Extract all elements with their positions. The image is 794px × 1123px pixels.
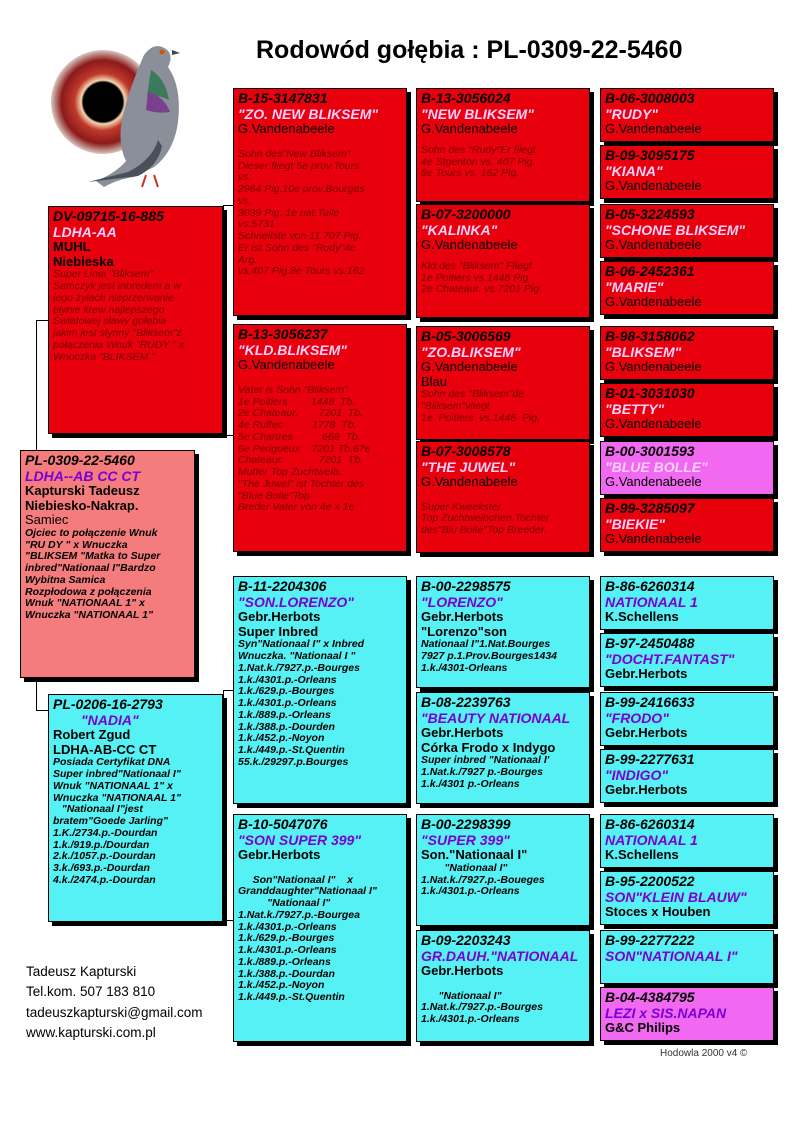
breeder: Kapturski Tadeusz bbox=[25, 483, 140, 499]
bird-name: "DOCHT.FANTAST" bbox=[605, 650, 735, 667]
bird-name: "INDIGO" bbox=[605, 766, 669, 783]
breeder: Gebr.Herbots bbox=[238, 609, 321, 625]
bird-name: "SON.LORENZO" bbox=[238, 593, 354, 610]
connector-line bbox=[36, 320, 48, 321]
g1-card[interactable] bbox=[600, 88, 774, 142]
bird-note: Ojciec to połączenie Wnuk "RU DY " x Wnuczka "BLIKSEM "Matka to Super inbred"Nationaal I"Bardzo Wybitna Samica Rozpłodowa z połączenia Wnuk "NATIONAAL 1" x Wnuczka "NATIONAAL 1" bbox=[25, 526, 161, 622]
g3-card[interactable] bbox=[600, 204, 774, 258]
bird-name: "KLD.BLIKSEM" bbox=[238, 341, 347, 358]
ring-number: B-99-2277631 bbox=[605, 751, 695, 767]
ring-number: B-04-4384795 bbox=[605, 989, 695, 1005]
bird-name: "BEAUTY NATIONAAL bbox=[421, 709, 571, 726]
pigeon-logo bbox=[48, 30, 198, 190]
bird-name: GR.DAUH."NATIONAAL bbox=[421, 947, 579, 964]
mfm-card[interactable] bbox=[416, 692, 590, 804]
ring-number: B-98-3158062 bbox=[605, 328, 695, 344]
breeder: Gebr.Herbots bbox=[605, 782, 688, 798]
ring-number: B-13-3056024 bbox=[421, 90, 511, 106]
bird-name: "NADIA" bbox=[81, 711, 139, 728]
ring-number: B-99-3285097 bbox=[605, 500, 695, 516]
breeder: G.Vandenabeele bbox=[238, 357, 335, 373]
bird-name: "ZO.BLIKSEM" bbox=[421, 343, 521, 360]
breeder: G.Vandenabeele bbox=[605, 416, 702, 432]
ring-number: B-09-3095175 bbox=[605, 147, 695, 163]
contact-email[interactable]: tadeuszkapturski@gmail.com bbox=[26, 1004, 203, 1020]
breeder: G.Vandenabeele bbox=[605, 294, 702, 310]
ring-number: B-05-3006569 bbox=[421, 328, 511, 344]
bird-note: Nationaal I"1.Nat.Bourges 7927 p.1.Prov.Bourges1434 1.k./4301-Orleans bbox=[421, 638, 557, 674]
breeder: G.Vandenabeele bbox=[238, 121, 335, 137]
bird-note: "Nationaal I" 1.Nat.k./7927.p.-Bourges 1.k./4301.p.-Orleans bbox=[421, 989, 543, 1026]
breeder: G.Vandenabeele bbox=[421, 121, 518, 137]
g8-card[interactable] bbox=[600, 498, 774, 552]
ring-number: B-00-2298575 bbox=[421, 578, 511, 594]
breeder: G.Vandenabeele bbox=[605, 359, 702, 375]
main-bird-card[interactable] bbox=[20, 450, 195, 678]
ring-number: B-10-5047076 bbox=[238, 816, 328, 832]
connector-line bbox=[223, 690, 233, 691]
breeder: Gebr.Herbots bbox=[421, 609, 504, 625]
bird-name: NATIONAAL 1 bbox=[605, 593, 698, 610]
mff-card[interactable] bbox=[416, 576, 590, 688]
bird-name: "FRODO" bbox=[605, 709, 669, 726]
bird-name: "BETTY" bbox=[605, 400, 665, 417]
fm-card[interactable] bbox=[233, 324, 407, 552]
bird-name: "THE JUWEL" bbox=[421, 458, 516, 475]
bird-name: LEZI x SIS.NAPAN bbox=[605, 1004, 727, 1021]
ring-number: B-01-3031030 bbox=[605, 385, 695, 401]
bird-color: Niebiesko-Nakrap. bbox=[25, 497, 139, 513]
bird-name: "KIANA" bbox=[605, 162, 663, 179]
bird-note: Son"Nationaal I" x Granddaughter"Nationaal I" "Nationaal I" 1.Nat.k./7927.p.-Bourgea 1.k./4301.p.-Orleans 1.k./629.p.-Bourges 1.k./4301.p.-Orleans 1.k./889.p.-Orleans 1.k./388.p.-Dourdan 1.k./452.p.-Noyon 1.k./449.p.-St.Quentin bbox=[238, 873, 377, 1004]
bird-name: "RUDY" bbox=[605, 105, 658, 122]
breeder: G.Vandenabeele bbox=[421, 359, 518, 375]
ring-number: B-06-2452361 bbox=[605, 263, 695, 279]
bird-note: Super inbred "Nationaal I' 1.Nat.k./7927 p.-Bourges 1.k./4301 p.-Orleans bbox=[421, 754, 550, 790]
bird-color: LDHA-AB-CC CT bbox=[53, 741, 157, 757]
breeder: Gebr.Herbots bbox=[238, 847, 321, 863]
ring-number: B-95-2200522 bbox=[605, 873, 695, 889]
breeder: G.Vandenabeele bbox=[605, 121, 702, 137]
bird-note: Super Linia "Bliksem" Samczyk jest inbredem a w jego żyłach nieprzerwanie płynie krew najlepszego Światowej sławy gołębia jakim jest słynny "Bliksem"z połączenia Wnuk "RUDY " x Wnuczka "BLIKSEM " bbox=[53, 268, 184, 363]
bird-note: Vater is Sohn "Bliksem" 1e Poitiers 1448 Tb. 2e Chateaur. 7201 Tb. 4e Ruffec 1778 Tb. 5e Chartres 668 Tb. 5e Perigueux 7201 Tb.67e Chateaur. 7201 Tb. Mutter Top Zuchtweib. "The Juwel" ist Tochter des "Blue Bolle"Top Breder Vater von 4e x 1e bbox=[238, 383, 371, 514]
bird-name: "BLUE BOLLE" bbox=[605, 458, 708, 475]
breeder: G.Vandenabeele bbox=[421, 237, 518, 253]
breeder: G.Vandenabeele bbox=[605, 474, 702, 490]
g15-card[interactable] bbox=[600, 930, 774, 984]
bird-sex: Samiec bbox=[25, 512, 69, 528]
breeder: G.Vandenabeele bbox=[605, 531, 702, 547]
ring-number: B-09-2203243 bbox=[421, 932, 511, 948]
breeder: G.Vandenabeele bbox=[605, 178, 702, 194]
contact-name: Tadeusz Kapturski bbox=[26, 964, 137, 979]
g6-card[interactable] bbox=[600, 383, 774, 437]
fff-card[interactable] bbox=[416, 88, 590, 202]
breeder: MUHL bbox=[53, 239, 91, 255]
bird-note: "Nationaal I" 1.Nat.k./7927.p.-Boueges 1.k./4301.p.-Orleans bbox=[421, 861, 545, 898]
bird-name: "KALINKA" bbox=[421, 221, 498, 238]
bird-note: Sohn des "Rudy"Er fliegt 4e Stgenton vs. 407 Pig. 8e Tours vs. 162 Pig. bbox=[421, 143, 536, 180]
bird-name: "BIEKIE" bbox=[605, 515, 665, 532]
bird-name: LDHA--AB CC CT bbox=[25, 467, 141, 484]
breeder: Gebr.Herbots bbox=[605, 725, 688, 741]
breeder: Stoces x Houben bbox=[605, 904, 711, 920]
bird-name: "ZO. NEW BLIKSEM" bbox=[238, 105, 379, 122]
g16-card[interactable] bbox=[600, 987, 774, 1041]
bird-name: SON"NATIONAAL I" bbox=[605, 947, 738, 964]
ff-card[interactable] bbox=[233, 88, 407, 316]
ring-number: PL-0309-22-5460 bbox=[25, 452, 135, 468]
connector-line bbox=[223, 205, 233, 206]
ring-number: DV-09715-16-885 bbox=[53, 208, 164, 224]
bird-note: Super Kweekster Top Zuchtweibchen.Tochter des"Blu Bolle"Top Breeder. bbox=[421, 500, 550, 537]
footer-text: Hodowla 2000 v4 © bbox=[660, 1048, 748, 1059]
mf-card[interactable] bbox=[233, 576, 407, 804]
g11-card[interactable] bbox=[600, 692, 774, 746]
bird-note: Kld.des "Bliksem" Fliegt 1e Poitiers vs.1448 Pig 2e Chateaur. vs.7201 Pig. bbox=[421, 259, 543, 296]
breeder: Gebr.Herbots bbox=[421, 725, 504, 741]
g7-card[interactable] bbox=[600, 441, 774, 495]
bird-extra: Córka Frodo x Indygo bbox=[421, 739, 556, 755]
mother-card[interactable] bbox=[48, 694, 223, 922]
bird-note: Posiada Certyfikat DNA Super inbred"Nationaal I" Wnuk "NATIONAAL 1" x Wnuczka "NATIONAAL 1" "Nationaal I"jest bratem"Goede Jarling" 1.K./2734.p.-Dourdan 1.k./919.p./Dourdan 2.k./1057.p.-Dourdan 3.k./693.p.-Dourdan 4.k./2474.p.-Dourdan bbox=[53, 756, 181, 886]
breeder: K.Schellens bbox=[605, 609, 679, 625]
bird-name: NATIONAAL 1 bbox=[605, 831, 698, 848]
ring-number: B-07-3008578 bbox=[421, 443, 511, 459]
connector-line bbox=[223, 690, 224, 920]
ring-number: B-00-3001593 bbox=[605, 443, 695, 459]
breeder: Gebr.Herbots bbox=[605, 666, 688, 682]
connector-line bbox=[223, 205, 224, 435]
page-title: Rodowód gołębia : PL-0309-22-5460 bbox=[256, 36, 683, 64]
fmf-card[interactable] bbox=[416, 326, 590, 440]
bird-color: Niebieska bbox=[53, 253, 114, 269]
breeder: Robert Zgud bbox=[53, 727, 131, 743]
g9-card[interactable] bbox=[600, 576, 774, 630]
contact-website[interactable]: www.kapturski.com.pl bbox=[26, 1024, 156, 1040]
g5-card[interactable] bbox=[600, 326, 774, 380]
bird-name: "MARIE" bbox=[605, 278, 664, 295]
bird-note: Sohn des"New Bliksem" Dieser fliegt 5e prov.Tours vs. 2964 Pig.10e prov.Bourges vs. 3039 Pig. 1e nat.Tulle vs.5731 Schnellste von 11.707 Pig. Er ist Sohn des "Rudy"4e Arg. vs.407 Pig.8e Tours vs.162 bbox=[238, 147, 365, 278]
ring-number: B-97-2450488 bbox=[605, 635, 695, 651]
bird-extra: "Lorenzo"son bbox=[421, 623, 507, 639]
g13-card[interactable] bbox=[600, 814, 774, 868]
ring-number: B-99-2277222 bbox=[605, 932, 695, 948]
connector-line bbox=[223, 920, 233, 921]
ring-number: B-07-3200000 bbox=[421, 206, 511, 222]
ring-number: B-00-2298399 bbox=[421, 816, 511, 832]
bird-extra: Blau bbox=[421, 373, 448, 389]
g2-card[interactable] bbox=[600, 145, 774, 199]
ring-number: B-06-3008003 bbox=[605, 90, 695, 106]
ring-number: PL-0206-16-2793 bbox=[53, 696, 163, 712]
ring-number: B-08-2239763 bbox=[421, 694, 511, 710]
mmm-card[interactable] bbox=[416, 930, 590, 1042]
ring-number: B-86-6260314 bbox=[605, 578, 695, 594]
g4-card[interactable] bbox=[600, 261, 774, 315]
bird-name: SON"KLEIN BLAUW" bbox=[605, 888, 747, 905]
breeder: K.Schellens bbox=[605, 847, 679, 863]
bird-extra: Son."Nationaal I" bbox=[421, 847, 528, 863]
g12-card[interactable] bbox=[600, 749, 774, 803]
ring-number: B-86-6260314 bbox=[605, 816, 695, 832]
ring-number: B-05-3224593 bbox=[605, 206, 695, 222]
bird-extra: Super Inbred bbox=[238, 623, 319, 639]
bird-note: Sohn des "Bliksem"de "Bliksem"vliegt 1e Poitiers vs.1448 Pig. bbox=[421, 388, 541, 424]
breeder: G&C Philips bbox=[605, 1020, 681, 1036]
bird-name: "SON SUPER 399" bbox=[238, 831, 361, 848]
bird-name: "BLIKSEM" bbox=[605, 343, 682, 360]
ring-number: B-13-3056237 bbox=[238, 326, 328, 342]
breeder: Gebr.Herbots bbox=[421, 963, 504, 979]
g10-card[interactable] bbox=[600, 633, 774, 687]
ring-number: B-15-3147831 bbox=[238, 90, 328, 106]
ring-number: B-99-2416633 bbox=[605, 694, 695, 710]
mm-card[interactable] bbox=[233, 814, 407, 1042]
father-card[interactable] bbox=[48, 206, 223, 434]
g14-card[interactable] bbox=[600, 871, 774, 925]
bird-name: "SUPER 399" bbox=[421, 831, 510, 848]
bird-note: Syn"Nationaal I" x Inbred Wnuczka. "Nationaal I " 1.Nat.k./7927.p.-Bourges 1.k./4301.p.-Orleans 1.k./629.p.-Bourges 1.k./4301.p.-Orleans 1.k./889.p.-Orleans 1.k./388.p.-Dourden 1.k./452.p.-Noyon 1.k./449.p.-St.Quentin 55.k./29297.p.Bourges bbox=[238, 638, 365, 768]
breeder: G.Vandenabeele bbox=[605, 237, 702, 253]
contact-phone: Tel.kom. 507 183 810 bbox=[26, 984, 156, 1000]
bird-name: "SCHONE BLIKSEM" bbox=[605, 221, 746, 238]
ffm-card[interactable] bbox=[416, 204, 590, 318]
bird-name: LDHA-AA bbox=[53, 223, 117, 240]
bird-name: "NEW BLIKSEM" bbox=[421, 105, 534, 122]
connector-line bbox=[223, 435, 233, 436]
fmm-card[interactable] bbox=[416, 441, 590, 553]
bird-name: "LORENZO" bbox=[421, 593, 503, 610]
contact-block bbox=[26, 962, 203, 1043]
mmf-card[interactable] bbox=[416, 814, 590, 926]
breeder: G.Vandenabeele bbox=[421, 474, 518, 490]
ring-number: B-11-2204306 bbox=[238, 578, 327, 594]
